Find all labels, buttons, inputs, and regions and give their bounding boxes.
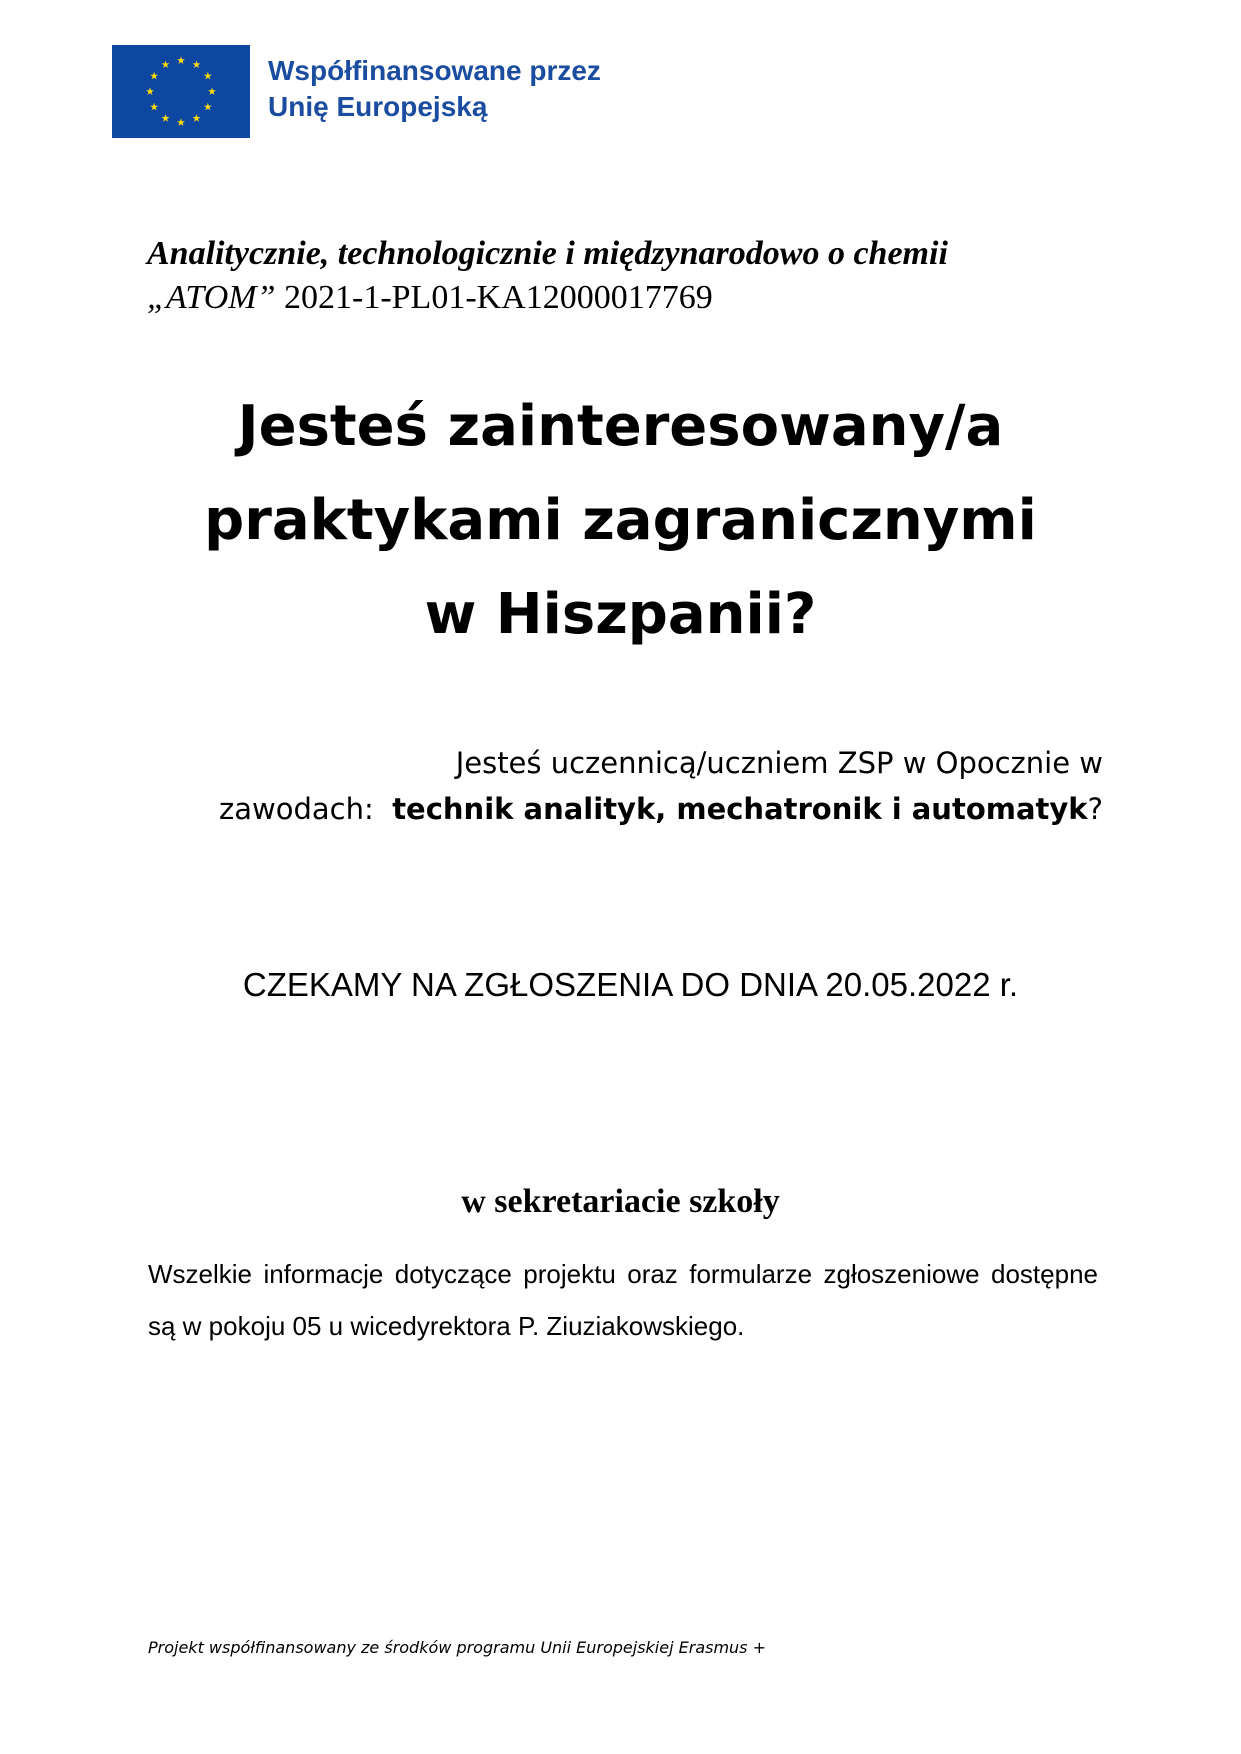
headline-line-3: w Hiszpanii? — [424, 582, 817, 647]
eu-cofunding-line1: Współfinansowane przez — [268, 54, 601, 86]
eligibility-question — [219, 740, 1103, 832]
headline-line-1: Jesteś zainteresowany/a — [237, 394, 1004, 459]
project-title-line: Analitycznie, technologicznie i międzynarodowo o chemii — [147, 235, 948, 272]
project-number: 2021-1-PL01-KA12000017769 — [275, 279, 713, 316]
question-line-2 — [219, 786, 1103, 832]
project-title — [147, 232, 1107, 320]
eu-cofunding-logo — [112, 45, 601, 138]
project-id-line — [147, 276, 1107, 320]
application-deadline: CZEKAMY NA ZGŁOSZENIA DO DNIA 20.05.2022 r. — [242, 966, 1019, 1003]
question-line-1: Jesteś uczennicą/uczniem ZSP w Opocznie w — [455, 746, 1103, 780]
headline-line-2: praktykami zagranicznymi — [204, 488, 1037, 553]
eu-cofunding-text — [268, 53, 601, 125]
professions-list: technik analityk, mechatronik i automatyk — [392, 792, 1088, 826]
main-headline — [0, 380, 1241, 662]
project-acronym: „ATOM” — [147, 279, 276, 316]
eu-flag-icon — [112, 45, 250, 138]
question-suffix: ? — [1087, 792, 1103, 826]
info-paragraph: Wszelkie informacje dotyczące projektu oraz formularze zgłoszeniowe dostępne są w pokoju 05 u wicedyrektora P. Ziuziakowskiego. — [148, 1259, 1098, 1341]
application-location: w sekretariacie szkoły — [461, 1183, 780, 1220]
footer-note: Projekt współfinansowany ze środków programu Unii Europejskiej Erasmus + — [148, 1638, 767, 1657]
question-prefix: zawodach: — [219, 792, 393, 826]
eu-cofunding-line2: Unię Europejską — [268, 90, 488, 122]
